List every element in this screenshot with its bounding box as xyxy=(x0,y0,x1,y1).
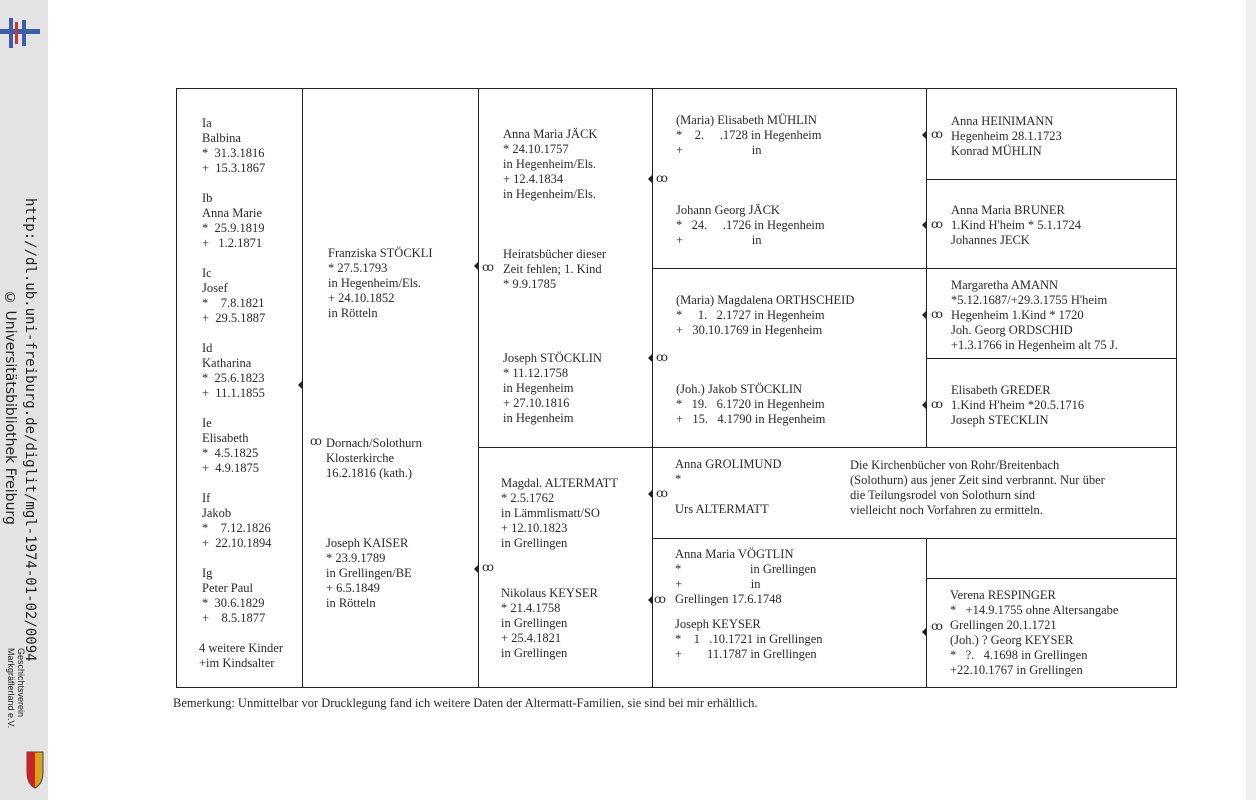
text-line: * 19. 6.1720 in Hegenheim xyxy=(676,397,825,411)
text-line: Grellingen 17.6.1748 xyxy=(675,592,782,606)
text-line: Anna Maria VÖGTLIN xyxy=(675,547,794,561)
ancestor-amann xyxy=(951,278,1118,353)
text-line: * 23.9.1789 xyxy=(326,551,386,565)
text-line: Anna GROLIMUND xyxy=(675,457,782,471)
text-line: Franziska STÖCKLI xyxy=(328,246,433,260)
text-line: +22.10.1767 in Grellingen xyxy=(950,663,1083,677)
text-line: Verena RESPINGER xyxy=(950,588,1056,602)
connector-tick xyxy=(922,401,926,409)
text-line: Johannes JECK xyxy=(951,233,1030,247)
text-line: 1.Kind H'heim *20.5.1716 xyxy=(951,398,1085,412)
text-line: in Lämmlismatt/SO xyxy=(501,506,600,520)
text-line: Joseph KEYSER xyxy=(675,617,761,631)
text-line: Balbina xyxy=(202,131,241,145)
viewer-scrollbar[interactable] xyxy=(1246,0,1256,800)
text-line: Hegenheim 28.1.1723 xyxy=(951,129,1062,143)
ancestor-jaeck xyxy=(676,203,825,248)
marriage-symbol: ꝏ xyxy=(654,592,666,606)
connector-tick xyxy=(648,596,652,604)
text-line: Anna HEINIMANN xyxy=(951,114,1054,128)
child-entry-ia xyxy=(202,116,265,176)
child-entry-ig xyxy=(202,566,265,626)
text-line: Urs ALTERMATT xyxy=(675,502,769,516)
library-logo-icon xyxy=(0,18,40,48)
text-line: *5.12.1687/+29.3.1755 H'heim xyxy=(951,293,1108,307)
text-line: + 15. 4.1790 in Hegenheim xyxy=(676,412,826,426)
table-border xyxy=(176,687,1177,688)
text-line: 4 weitere Kinder xyxy=(199,641,283,655)
remark-text: Bemerkung: Unmittelbar vor Drucklegung fand ich weitere Daten der Altermatt-Familien, sie sind bei mir erhältlich. xyxy=(173,696,758,710)
column-divider xyxy=(926,538,927,688)
marriage-symbol: ꝏ xyxy=(931,307,943,321)
text-line: * ?. 4.1698 in Grellingen xyxy=(950,648,1088,662)
text-line: * 24. .1726 in Hegenheim xyxy=(676,218,825,232)
ancestor-urs-altermatt xyxy=(675,502,769,517)
text-line: vielleicht noch Vorfahren zu ermitteln. xyxy=(850,503,1043,517)
text-line: in Grellingen/BE xyxy=(326,566,412,580)
father-entry xyxy=(326,536,412,611)
text-line: (Maria) Elisabeth MÜHLIN xyxy=(676,113,817,127)
text-line: Joseph KAISER xyxy=(326,536,409,550)
table-border xyxy=(176,88,177,688)
text-line: * 2. .1728 in Hegenheim xyxy=(676,128,822,142)
text-line: Josef xyxy=(202,281,228,295)
child-entry-id xyxy=(202,341,265,401)
row-divider xyxy=(926,179,1177,180)
text-line: Katharina xyxy=(202,356,252,370)
text-line: Dornach/Solothurn xyxy=(326,436,422,450)
grandparent-keyser xyxy=(501,586,598,661)
connector-tick xyxy=(474,262,478,270)
row-divider xyxy=(926,578,1177,579)
text-line: in Hegenheim/Els. xyxy=(503,187,597,201)
text-line: + 4.9.1875 xyxy=(202,461,260,475)
text-line: (Joh.) Jakob STÖCKLIN xyxy=(676,382,803,396)
text-line: * 2.5.1762 xyxy=(501,491,555,505)
text-line: Id xyxy=(202,341,213,355)
connector-tick xyxy=(298,381,302,389)
text-line: * 24.10.1757 xyxy=(503,142,569,156)
grandparent-stoecklin xyxy=(503,351,602,426)
text-line: + 15.3.1867 xyxy=(202,161,266,175)
column-divider xyxy=(302,88,303,688)
source-url: http://dl.ub.uni-freiburg.de/diglit/mgl-1974-01-02/0094 xyxy=(22,198,38,662)
child-entry-if xyxy=(202,491,272,551)
child-entry-others xyxy=(199,641,283,671)
marriage-note xyxy=(503,247,606,292)
ancestor-joseph-keyser xyxy=(675,617,823,662)
text-line: If xyxy=(202,491,211,505)
text-line: Joseph STECKLIN xyxy=(951,413,1049,427)
text-line: * 25.6.1823 xyxy=(202,371,265,385)
text-line: in Hegenheim/Els. xyxy=(503,157,597,171)
text-line: Elisabeth GREDER xyxy=(951,383,1051,397)
viewer-sidebar xyxy=(0,0,48,800)
row-divider xyxy=(926,358,1177,359)
mother-entry xyxy=(328,246,433,321)
text-line: + 29.5.1887 xyxy=(202,311,266,325)
text-line: Ib xyxy=(202,191,213,205)
text-line: * +14.9.1755 ohne Altersangabe xyxy=(950,603,1119,617)
grandparent-altermatt xyxy=(501,476,618,551)
text-line: Anna Maria JÄCK xyxy=(503,127,598,141)
text-line: + 6.5.1849 xyxy=(326,581,380,595)
text-line: * 1. 2.1727 in Hegenheim xyxy=(676,308,825,322)
text-line: * 11.12.1758 xyxy=(503,366,569,380)
text-line: + 24.10.1852 xyxy=(328,291,395,305)
society-crest-icon xyxy=(26,750,44,790)
row-divider xyxy=(478,447,1177,448)
text-line: + in xyxy=(676,143,762,157)
child-entry-ic xyxy=(202,266,265,326)
text-line: in Hegenheim xyxy=(503,411,574,425)
connector-tick xyxy=(474,565,478,573)
connector-tick xyxy=(648,354,652,362)
text-line: in Rötteln xyxy=(326,596,376,610)
text-line: * 21.4.1758 xyxy=(501,601,561,615)
text-line: Peter Paul xyxy=(202,581,254,595)
text-line: * xyxy=(675,472,682,486)
text-line: Anna Maria BRUNER xyxy=(951,203,1065,217)
marriage-symbol: ꝏ xyxy=(482,560,494,574)
text-line: Jakob xyxy=(202,506,232,520)
text-line: * 30.6.1829 xyxy=(202,596,265,610)
copyright-text: © Universitätsbibliothek Freiburg xyxy=(2,290,18,525)
row-divider xyxy=(652,538,1177,539)
text-line: in Hegenheim xyxy=(503,381,574,395)
ancestor-orthscheid xyxy=(676,293,854,338)
text-line: + 27.10.1816 xyxy=(503,396,570,410)
marriage-symbol: ꝏ xyxy=(931,397,943,411)
column-divider xyxy=(478,88,479,688)
kirchenbuch-note xyxy=(850,458,1105,518)
text-line: 16.2.1816 (kath.) xyxy=(326,466,413,480)
text-line: (Maria) Magdalena ORTHSCHEID xyxy=(676,293,855,307)
text-line: Konrad MÜHLIN xyxy=(951,144,1042,158)
text-line: Magdal. ALTERMATT xyxy=(501,476,618,490)
marriage-symbol: ꝏ xyxy=(656,350,668,364)
text-line: + 1.2.1871 xyxy=(202,236,263,250)
text-line: + 8.5.1877 xyxy=(202,611,266,625)
text-line: Elisabeth xyxy=(202,431,249,445)
ancestor-jakob-stoecklin xyxy=(676,382,825,427)
connector-tick xyxy=(648,175,652,183)
text-line: Johann Georg JÄCK xyxy=(676,203,780,217)
text-line: Anna Marie xyxy=(202,206,263,220)
text-line: * 7.8.1821 xyxy=(202,296,265,310)
text-line: + in xyxy=(675,577,761,591)
text-line: Klosterkirche xyxy=(326,451,395,465)
text-line: Ic xyxy=(202,266,212,280)
text-line: in Grellingen xyxy=(501,536,568,550)
marriage-symbol: ꝏ xyxy=(931,217,943,231)
text-line: Joh. Georg ORDSCHID xyxy=(951,323,1073,337)
table-border xyxy=(176,88,1177,89)
child-entry-ie xyxy=(202,416,259,476)
text-line: * 31.3.1816 xyxy=(202,146,265,160)
connector-tick xyxy=(922,628,926,636)
marriage-symbol: ꝏ xyxy=(931,127,943,141)
text-line: Joseph STÖCKLIN xyxy=(503,351,602,365)
row-divider xyxy=(652,268,1177,269)
ancestor-respinger xyxy=(950,588,1118,678)
text-line: Zeit fehlen; 1. Kind xyxy=(503,262,602,276)
text-line: + 30.10.1769 in Hegenheim xyxy=(676,323,823,337)
connector-tick xyxy=(922,131,926,139)
text-line: Heiratsbücher dieser xyxy=(503,247,607,261)
text-line: * 27.5.1793 xyxy=(328,261,388,275)
text-line: + in xyxy=(676,233,762,247)
society-name: Geschichtsverein Markgräflerland e.V. xyxy=(6,648,26,729)
text-line: (Solothurn) aus jener Zeit sind verbrannt. Nur über xyxy=(850,473,1105,487)
text-line: + 12.10.1823 xyxy=(501,521,568,535)
text-line: in Hegenheim/Els. xyxy=(328,276,422,290)
ancestor-bruner xyxy=(951,203,1081,248)
text-line: * in Grellingen xyxy=(675,562,817,576)
column-divider xyxy=(652,88,653,688)
table-border xyxy=(1176,88,1177,688)
ancestor-muehlin xyxy=(676,113,821,158)
connector-tick xyxy=(922,311,926,319)
text-line: * 1 .10.1721 in Grellingen xyxy=(675,632,823,646)
marriage-symbol: ꝏ xyxy=(656,171,668,185)
text-line: + 22.10.1894 xyxy=(202,536,272,550)
marriage-symbol: ꝏ xyxy=(482,260,494,274)
text-line: (Joh.) ? Georg KEYSER xyxy=(950,633,1074,647)
ancestor-greder xyxy=(951,383,1084,428)
text-line: in Grellingen xyxy=(501,616,568,630)
connector-tick xyxy=(922,221,926,229)
text-line: +1.3.1766 in Hegenheim alt 75 J. xyxy=(951,338,1118,352)
text-line: * 4.5.1825 xyxy=(202,446,259,460)
child-entry-ib xyxy=(202,191,265,251)
text-line: + 25.4.1821 xyxy=(501,631,562,645)
connector-tick xyxy=(648,490,652,498)
ancestor-voegtlin xyxy=(675,547,816,607)
text-line: Grellingen 20.1.1721 xyxy=(950,618,1057,632)
text-line: Margaretha AMANN xyxy=(951,278,1059,292)
text-line: * 9.9.1785 xyxy=(503,277,557,291)
text-line: Die Kirchenbücher von Rohr/Breitenbach xyxy=(850,458,1060,472)
text-line: in Rötteln xyxy=(328,306,378,320)
text-line: Hegenheim 1.Kind * 1720 xyxy=(951,308,1084,322)
text-line: Ie xyxy=(202,416,212,430)
text-line: * 25.9.1819 xyxy=(202,221,265,235)
ancestor-heinimann xyxy=(951,114,1062,159)
marriage-entry xyxy=(326,436,422,481)
text-line: + 11.1.1855 xyxy=(202,386,265,400)
text-line: + 11.1787 in Grellingen xyxy=(675,647,817,661)
text-line: +im Kindsalter xyxy=(199,656,275,670)
grandparent-jaeck xyxy=(503,127,597,202)
text-line: + 12.4.1834 xyxy=(503,172,564,186)
text-line: in Grellingen xyxy=(501,646,568,660)
text-line: * 7.12.1826 xyxy=(202,521,271,535)
text-line: Ia xyxy=(202,116,212,130)
text-line: Nikolaus KEYSER xyxy=(501,586,598,600)
ancestor-grolimund xyxy=(675,457,782,487)
text-line: Ig xyxy=(202,566,213,580)
marriage-symbol: ꝏ xyxy=(310,434,322,448)
marriage-symbol: ꝏ xyxy=(931,619,943,633)
text-line: die Teilungsrodel von Solothurn sind xyxy=(850,488,1035,502)
marriage-symbol: ꝏ xyxy=(656,486,668,500)
text-line: 1.Kind H'heim * 5.1.1724 xyxy=(951,218,1082,232)
